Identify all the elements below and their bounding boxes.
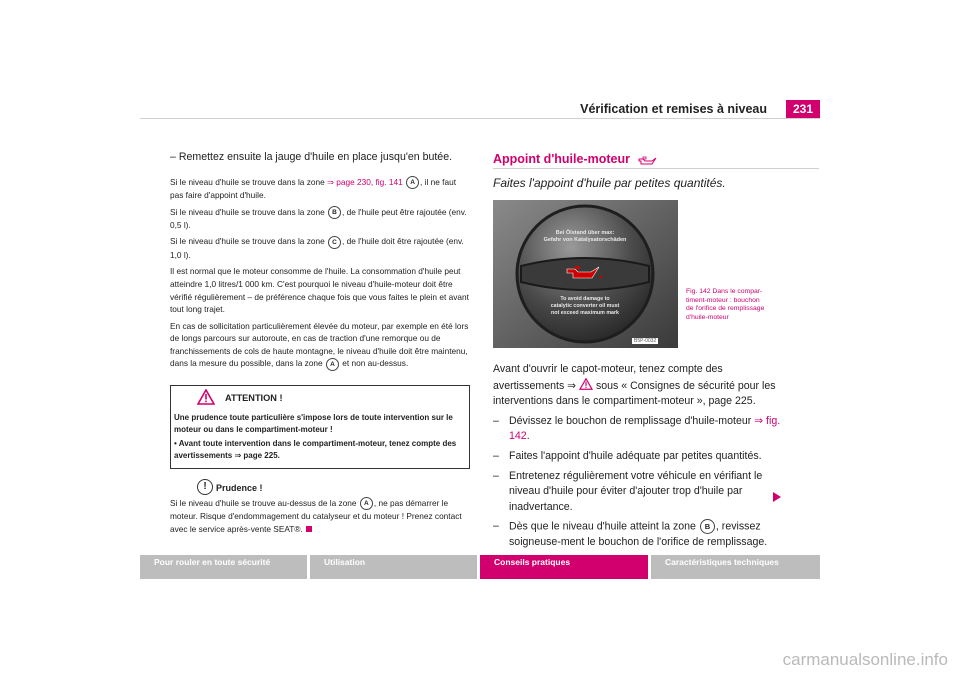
figure-reference-link[interactable]: ⇒ fig. 142 bbox=[509, 414, 781, 443]
paragraph-zone-a: Si le niveau d'huile se trouve dans la zone ⇒ page 230, fig. 141 A , il ne faut pas faire d'appoint d'huile. bbox=[170, 176, 457, 200]
oil-filler-cap-photo bbox=[493, 200, 678, 348]
next-page-arrow-icon[interactable] bbox=[772, 491, 782, 503]
warning-page-reference[interactable]: ⇒ page 225. bbox=[234, 450, 280, 460]
zone-badge-b: B bbox=[700, 519, 715, 534]
paragraph-zone-b: Si le niveau d'huile se trouve dans la zone B , de l'huile peut être rajoutée (env. 0,5 l). bbox=[170, 206, 467, 230]
caution-text: Si le niveau d'huile se trouve au-dessus de la zone A , ne pas démarrer le moteur. Risque d'endommagement du catalyseur et du moteur ! Prenez contact avec le service après-vente SEAT®. bbox=[170, 497, 462, 534]
cap-text-bottom-3: not exceed maximum mark bbox=[550, 310, 620, 316]
zone-badge-b: B bbox=[328, 206, 341, 219]
page-header-title: Vérification et remises à niveau bbox=[580, 102, 767, 116]
warning-title: ATTENTION ! bbox=[225, 392, 283, 403]
step-remettez: – Remettez ensuite la jauge d'huile en place jusqu'en butée. bbox=[170, 151, 453, 163]
footer-tab-practical-tips[interactable]: Conseils pratiques bbox=[480, 555, 648, 579]
section-title: Appoint d'huile-moteur bbox=[493, 152, 657, 166]
header-divider bbox=[140, 118, 820, 119]
warning-line-1: Une prudence toute particulière s'impose lors de toute intervention sur le moteur ou dans le compartiment-moteur ! bbox=[174, 412, 453, 434]
section-divider bbox=[493, 168, 819, 169]
cap-text-top-2: Gefahr von Katalysatorschäden bbox=[543, 237, 627, 243]
page-number: 231 bbox=[786, 100, 820, 118]
figure-oil-filler-cap bbox=[493, 200, 678, 348]
section-end-marker bbox=[306, 526, 312, 532]
cap-text-top-1: Bei Ölstand über max: bbox=[555, 230, 615, 236]
cap-text-bottom-2: catalytic converter oil must bbox=[550, 303, 620, 309]
caution-exclamation-icon: ! bbox=[197, 479, 213, 495]
caution-header bbox=[170, 479, 470, 497]
warning-triangle-icon bbox=[579, 378, 593, 390]
zone-badge-a: A bbox=[326, 358, 339, 371]
warning-line-2: • Avant toute intervention dans le compartiment-moteur, tenez compte des avertissements ⇒ page 225. bbox=[174, 438, 457, 460]
watermark: carmanualsonline.info bbox=[782, 650, 948, 669]
figure-code: B5P-0032 bbox=[634, 338, 657, 344]
zone-badge-a: A bbox=[406, 176, 419, 189]
cap-text-bottom-1: To avoid damage to bbox=[560, 296, 610, 302]
step-add-oil: – Faites l'appoint d'huile adéquate par petites quantités. bbox=[493, 449, 762, 462]
zone-badge-c: C bbox=[328, 236, 341, 249]
footer-tab-safety[interactable]: Pour rouler en toute sécurité bbox=[140, 555, 307, 579]
paragraph-consumption: Il est normal que le moteur consomme de l'huile. La consommation d'huile peut atteindre 1,0 litres/1 000 km. C'est pourquoi le niveau d'huile-moteur doit être vérifié régulièrement – de préférence chaque fois que vous faites le plein et avant tout long trajet. bbox=[170, 266, 469, 315]
step-maintain: – Entretenez régulièrement votre véhicule en vérifiant le niveau d'huile pour éviter d'ajouter trop d'huile par inadvertance. bbox=[493, 469, 763, 513]
intro-paragraph: Avant d'ouvrir le capot-moteur, tenez compte des avertissements ⇒ sous « Consignes de sécurité pour les interventions dans le compartiment-moteur », page 225. bbox=[493, 363, 776, 408]
footer-tab-operation[interactable]: Utilisation bbox=[310, 555, 477, 579]
right-body-text bbox=[493, 362, 783, 555]
warning-box bbox=[170, 385, 470, 469]
step-unscrew-cap: – Dévissez le bouchon de remplissage d'huile-moteur ⇒ fig. 142. bbox=[493, 414, 781, 443]
paragraph-high-load: En cas de sollicitation particulièrement élevée du moteur, par exemple en été lors de longs parcours sur autoroute, en cas de traction d'une remorque ou de franchissements de cols de haute montagne, le niveau d'huile doit être maintenu, dans la mesure du possible, dans la zone A et non au-dessus. bbox=[170, 320, 470, 371]
warning-header bbox=[171, 386, 469, 410]
oil-can-icon bbox=[637, 155, 657, 165]
warning-triangle-icon bbox=[197, 389, 215, 405]
caution-title: Prudence ! bbox=[216, 482, 263, 493]
step-rescrew-cap: – Dès que le niveau d'huile atteint la zone B , revissez soigneuse-ment le bouchon de l'orifice de remplissage. bbox=[493, 520, 768, 549]
figure-caption: Fig. 142 Dans le compar-timent-moteur : bouchon de l'orifice de remplissage d'huile-moteur bbox=[686, 288, 765, 321]
paragraph-zone-c: Si le niveau d'huile se trouve dans la zone C , de l'huile doit être rajoutée (env. 1,0 l). bbox=[170, 236, 464, 260]
zone-badge-a: A bbox=[360, 497, 373, 510]
figure-reference-link[interactable]: ⇒ page 230, fig. 141 bbox=[327, 176, 403, 187]
footer-tab-technical-specs[interactable]: Caractéristiques techniques bbox=[651, 555, 820, 579]
left-column bbox=[170, 150, 470, 539]
section-subtitle: Faites l'appoint d'huile par petites quantités. bbox=[493, 176, 726, 190]
